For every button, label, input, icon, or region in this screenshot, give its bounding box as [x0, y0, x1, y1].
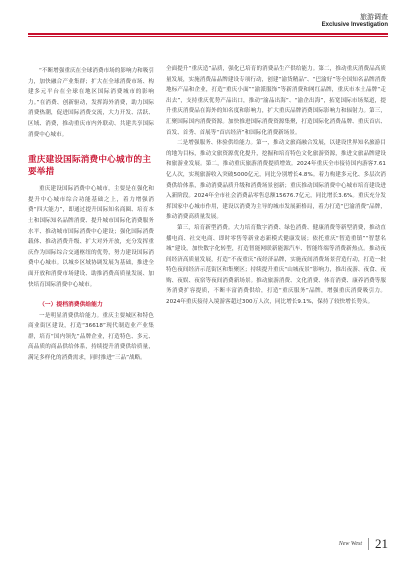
header-rule — [28, 33, 388, 35]
section-label-en: Exclusive Investigation — [321, 22, 388, 28]
body-paragraph: 一是明显消费供给能力。重庆主要城区和特色商业街区建设，打造“36618”现代制造业产业集群，培育“国内领先”品牌企业，打造特色、多元、高品质的商品供给体系，持续提升消费供给质量，满足多样化的消费需求，同时推进“三品”战略。 — [28, 312, 154, 362]
magazine-name: New West — [338, 541, 362, 547]
left-column — [28, 66, 154, 364]
section-heading: 重庆建设国际消费中心城市的主要举措 — [28, 155, 152, 178]
page-number: 21 — [375, 536, 388, 551]
body-paragraph: 重庆建设国际消费中心城市，主要是在强化和提升中心城市综合功能基础之上，着力增强消费“四大能力”，即通过提升国际知名商圈、培育本土和国际知名品牌消费、提升城市国际化消费服务水平、推动城市国际消费中心建设；强化国际消费载体、推动消费升级、扩大对外开放，充分发挥重庆作为国际综合交通枢纽的优势，努力建设国际消费中心城市。以城乡区域协调发展为基础，推进全面开放和消费市场建设、助推消费高质量发展、加快培育国际消费中心城市。 — [28, 186, 154, 288]
body-paragraph: 第三，培育新型消费。大力培育数字消费、绿色消费、健康消费等新型消费，推动直播电商、社交电商、即时零售等新业态新模式健康发展；依托重庆“智造重镇”“智慧名城”建设，加快数字化转型，打造智能网联新能源汽车、智能终端等消费新热点。推动夜间经济高质量发展，打造“不夜重庆”夜经济品牌，实施夜间消费场景营造行动，打造一批特色夜间经济示范街区和集聚区；持续提升重庆“山城夜景”影响力，推出夜游、夜食、夜购、夜娱、夜宿等夜间消费新场景。推动旅游消费、文化消费、体育消费、康养消费等服务消费扩容提质，不断丰富消费供给，打造“重庆服务”品牌，增强重庆消费吸引力。2024年重庆接待入境游客超过300万人次，同比增长9.1%，保持了较快增长势头。 — [166, 224, 386, 306]
subsection-heading: （一）提档消费供给能力 — [39, 302, 103, 309]
header-rule-thin — [28, 36, 388, 37]
intro-paragraph: “不断增强重庆在全球消费市场的影响力和吸引力，加快融合产业集群；扩大在全球消费市场、构建多元平台在全球在地区国际消费城市的影响力。”在消费、创新驱动，发挥海外消费，助力国际消费热潮，促进国际消费交流，大力开发、活跃、区域、消费，推动重庆市内外联动、共建共享国际消费中心城市。 — [28, 68, 154, 138]
footer-divider — [368, 538, 369, 550]
right-column — [166, 64, 386, 308]
section-label: 旅游调查 — [360, 13, 388, 21]
page-header — [322, 13, 388, 29]
page-footer — [339, 536, 388, 552]
body-paragraph: 全面提升“重庆造”品质，强化已培育的消费品生产供给能力。第二，推动重庆消费品高质量发展，实施消费品品牌建设专项行动，创建“渝货精品”、“巴渝好”等全国知名品牌消费地标产品和企业，打造“重庆小面”“渝派服饰”等新消费和网红品牌，重庆市本土品牌“走出去”，支持重庆优势产品出口，推动“渝品出海”、“渝企出海”，拓宽国际市场渠道，提升重庆消费品在海外的知名度和影响力，扩大重庆品牌消费国际影响力和辐射力。第三，汇聚国际国内消费资源。加快推进国际消费资源集聚，打造国际化消费品牌、重庆首店、首发、首秀、首展等“首店经济”和国际化消费新场景。 — [166, 66, 386, 136]
body-paragraph: 二是增强服务、体验供给能力。第一，推动文旅商融合发展，以建设世界知名旅游目的地为目标，推动文旅资源优化提升，挖掘和培育特色文化旅游资源，推进文旅品牌建设和旅游业发展。第二，推动重庆旅游消费提质增效。2024年重庆全市接待国内游客7.61亿人次，实现旅游收入突破5000亿元，同比分别增长4.8%。着力构建多元化、多层次消费供给体系，推动消费品质升级和消费场景创新；重庆推动国际消费中心城市培育建设进入新阶段。2024年全市社会消费品零售总额15676.7亿元，同比增长3.6%。重庆充分发挥国家中心城市作用，建设以消费为主导的城市发展新格局，着力打造“巴渝消费”品牌，推动消费高质量发展。 — [166, 140, 386, 221]
